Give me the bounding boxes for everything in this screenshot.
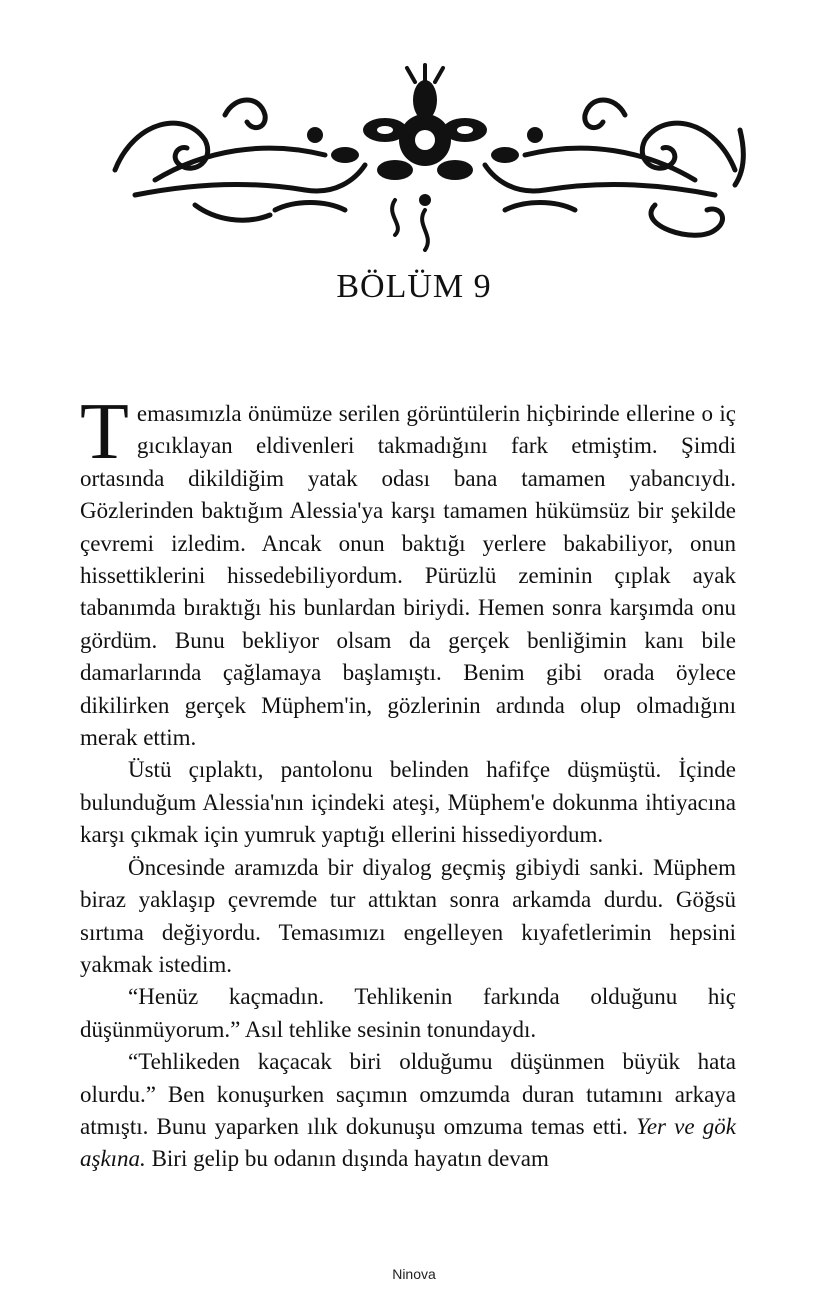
paragraph-text-tail: Biri gelip bu odanın dışında hayatın devam: [151, 1146, 549, 1172]
emphasis-text: Yer ve gök aşkına.: [80, 1113, 736, 1172]
paragraph: [80, 388, 736, 754]
paragraph: “Henüz kaçmadın. Tehlikenin farkında olduğunu hiç düşünmüyorum.” Asıl tehlike sesinin tonundaydı.: [80, 984, 736, 1042]
paragraph-text: emasımızla önümüze serilen görüntülerin hiçbirinde ellerine o iç gıcıklayan eldivenleri takmadığını fark etmiştim. Şimdi ortasında dikildiğim yatak odası bana tamamen yabancıydı. Gözlerinden baktığım Alessia'ya karşı tamamen hükümsüz bir şekilde çevremi izledim. Ancak onun baktığı yerlere bakabiliyor, onun hissettiklerini hissedebiliyordum. Pürüzlü zeminin çıplak ayak tabanımda bıraktığı his bunlardan biriydi. Hemen sonra karşımda onu gördüm. Bunu bekliyor olsam da gerçek benliğimin kanı bile damarlarında çağlamaya başlamıştı. Benim gibi orada öylece dikilirken gerçek Müphem'in, gözlerinin ardında olup olmadığını merak ettim.: [80, 401, 736, 751]
chapter-body: [80, 388, 736, 1176]
paragraph-text: “Tehlikeden kaçacak biri olduğumu düşünmen büyük hata olurdu.” Ben konuşurken saçımın omzumda duran tutamını arkaya atmıştı. Bunu yaparken ılık dokunuşu omzuma temas etti.: [80, 1049, 736, 1139]
paragraph: [80, 1046, 736, 1176]
chapter-title: BÖLÜM 9: [336, 268, 492, 305]
paragraph: Öncesinde aramızda bir diyalog geçmiş gibiydi sanki. Müphem biraz yaklaşıp çevremde tur attıktan sonra arkamda durdu. Göğsü sırtıma değiyordu. Temasımızı engelleyen kıyafetlerimin hepsini yakmak istedim.: [80, 854, 736, 977]
paragraph: Üstü çıplaktı, pantolonu belinden hafifçe düşmüştü. İçinde bulunduğum Alessia'nın içindeki ateşi, Müphem'e dokunma ihtiyacına karşı çıkmak için yumruk yaptığı ellerini hissediyordum.: [80, 757, 736, 848]
floral-ornament-icon: [95, 60, 755, 260]
publisher-footer: Ninova: [392, 1266, 436, 1282]
drop-cap: T: [80, 388, 129, 476]
